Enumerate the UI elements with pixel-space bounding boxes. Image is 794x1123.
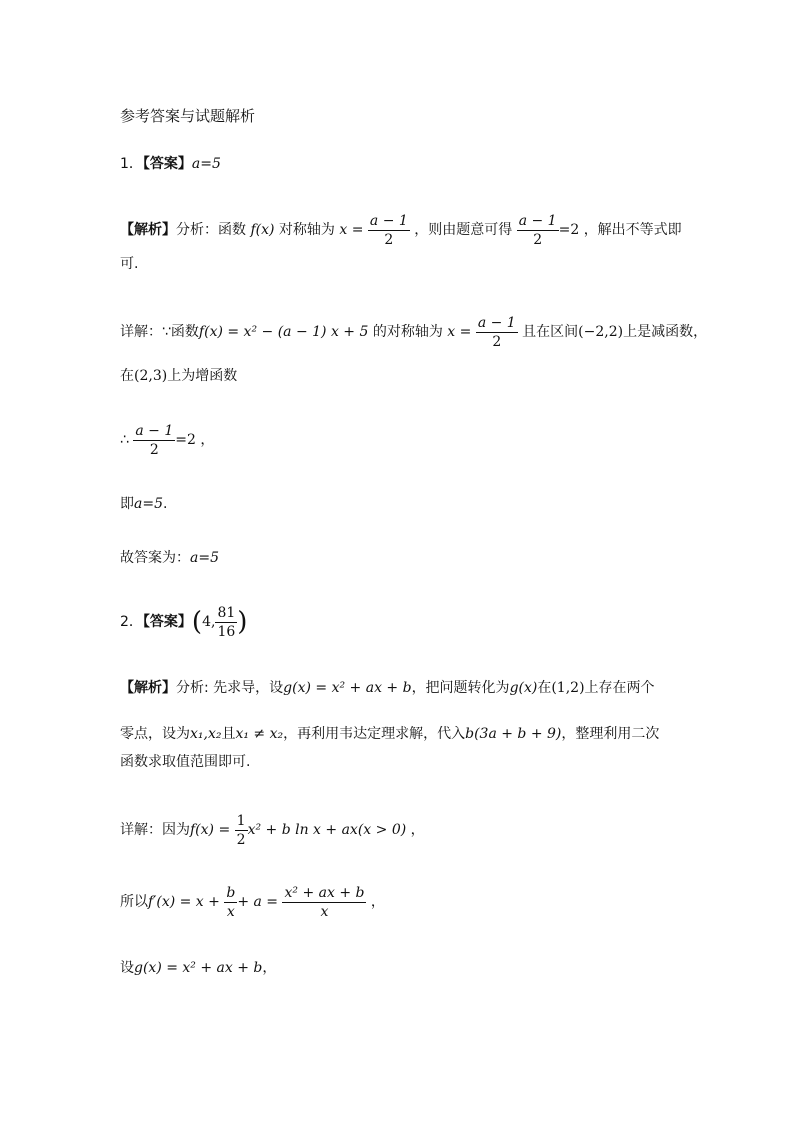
fraction-numerator: 81 xyxy=(217,604,236,621)
fraction-numerator: x² + ax + b xyxy=(284,884,365,901)
q1-axis-fraction xyxy=(368,214,410,247)
fraction-numerator: a − 1 xyxy=(135,422,174,439)
q1-answer-tag: 【答案】 xyxy=(142,156,192,172)
q2-detail-tail: ， xyxy=(410,822,425,838)
q1-detail-line-2 xyxy=(120,366,237,386)
fraction-denominator: 2 xyxy=(149,441,159,458)
q2-analysis-line-2 xyxy=(120,724,659,744)
left-paren-icon: ( xyxy=(191,607,203,637)
fraction-numerator: a − 1 xyxy=(369,212,408,229)
fraction-numerator: 1 xyxy=(236,812,246,829)
q1-axis-lhs: x = xyxy=(339,222,364,238)
q2-analysis-text-4: 上存在两个 xyxy=(584,680,655,696)
q1-therefore-fraction xyxy=(133,424,175,457)
q2-analysis-text-2: ，把问题转化为 xyxy=(411,680,510,696)
q2-analysis-g: g(x) xyxy=(509,680,538,696)
q1-answer-line xyxy=(120,154,221,174)
q2-set-tail: ， xyxy=(262,960,277,976)
q2-analysis-gx: g(x) = x² + ax + b xyxy=(283,680,412,696)
q1-analysis-text-4: ，解出不等式即 xyxy=(583,222,682,238)
q1-so-line xyxy=(120,494,167,514)
fraction-denominator: 2 xyxy=(236,831,246,848)
q1-detail-text-1: 详解：∵函数 xyxy=(120,324,199,340)
q2-line2-neq: x₁ ≠ x₂ xyxy=(235,726,284,742)
q1-final-val: a=5 xyxy=(190,550,219,566)
q1-answer: a=5 xyxy=(191,156,221,172)
q2-deriv-fraction xyxy=(282,886,366,919)
fraction-denominator: 2 xyxy=(533,231,543,248)
q1-therefore-rhs: =2 xyxy=(175,432,196,448)
fraction-denominator: 2 xyxy=(492,333,502,350)
q2-half-fraction xyxy=(235,814,248,847)
q1-detail-text-5: 在 xyxy=(120,368,134,384)
q2-deriv-mid: + a = xyxy=(237,894,279,910)
q2-line2-x: x₁,x₂ xyxy=(190,726,222,742)
fraction-denominator: x xyxy=(320,903,329,920)
q2-answer-line xyxy=(120,600,247,644)
q1-detail-interval-1: (−2,2) xyxy=(578,324,624,340)
therefore-symbol: ∴ xyxy=(120,432,129,448)
q2-set-text: 设 xyxy=(120,960,134,976)
fraction-numerator: a − 1 xyxy=(518,212,557,229)
q1-so-tail: . xyxy=(162,496,168,512)
q1-final-text: 故答案为： xyxy=(120,550,190,566)
q1-eq-fraction xyxy=(517,214,559,247)
q1-therefore-tail: ， xyxy=(200,432,215,448)
q1-analysis-text-1: 分析：函数 xyxy=(176,222,246,238)
q2-answer-fraction xyxy=(215,606,237,639)
q1-detail-fraction xyxy=(476,316,518,349)
q1-so-text: 即 xyxy=(120,496,134,512)
q1-detail-fx: f(x) = x² − (a − 1) x + 5 xyxy=(198,324,369,340)
q2-set-line xyxy=(120,958,276,978)
q1-analysis-text-2: 对称轴为 xyxy=(278,222,335,238)
q1-analysis-fx: f(x) xyxy=(250,222,275,238)
q2-line2-text-1: 零点，设为 xyxy=(120,726,190,742)
q2-detail-text-1: 详解：因为 xyxy=(120,822,190,838)
q2-deriv-tail: ， xyxy=(370,894,385,910)
q2-answer-tag: 【答案】 xyxy=(142,614,192,630)
fraction-numerator: b xyxy=(226,884,236,901)
q1-detail-text-2: 的对称轴为 xyxy=(372,324,443,340)
q2-analysis-interval: (1,2) xyxy=(551,680,585,696)
q1-detail-axis-lhs: x = xyxy=(447,324,472,340)
q1-detail-text-3: 且在区间 xyxy=(522,324,579,340)
fraction-denominator: x xyxy=(226,903,235,920)
q1-final-line xyxy=(120,548,219,568)
q1-analysis-tag: 【解析】 xyxy=(120,222,176,238)
q1-number: 1． xyxy=(120,156,143,172)
fraction-denominator: 2 xyxy=(384,231,394,248)
q1-detail-interval-2: (2,3) xyxy=(134,368,168,384)
q1-detail-line xyxy=(120,310,707,354)
q2-detail-fx-rhs: x² + b ln x + ax(x > 0) xyxy=(247,822,407,838)
q2-analysis-tag: 【解析】 xyxy=(120,680,176,696)
q2-set-gx: g(x) = x² + ax + b xyxy=(134,960,263,976)
right-paren-icon: ) xyxy=(237,607,248,637)
q2-analysis-text-1: 分析: 先求导，设 xyxy=(176,680,284,696)
q2-line2-text-2: 且 xyxy=(221,726,236,742)
q1-therefore-line xyxy=(120,418,214,462)
q2-answer-a: 4, xyxy=(202,614,216,630)
page-title: 参考答案与试题解析 xyxy=(120,107,256,125)
q1-so-val: a=5 xyxy=(134,496,163,512)
q1-detail-text-4: 上是减函数， xyxy=(623,324,708,340)
q2-line2-text-3: ，再利用韦达定理求解，代入 xyxy=(283,726,466,742)
q2-analysis-line-3: 函数求取值范围即可. xyxy=(120,754,251,770)
q2-deriv-b-fraction xyxy=(224,886,237,919)
q2-analysis-text-3: 在 xyxy=(537,680,552,696)
q2-deriv-text: 所以 xyxy=(120,894,148,910)
q2-detail-line xyxy=(120,808,425,852)
fraction-numerator: a − 1 xyxy=(477,314,516,331)
q1-analysis-text-3: ，则由题意可得 xyxy=(414,222,513,238)
q2-analysis-line xyxy=(120,678,655,698)
q2-line2-expr: b(3a + b + 9) xyxy=(465,726,562,742)
q1-analysis-line xyxy=(120,208,682,252)
q1-eq-rhs: =2 xyxy=(558,222,580,238)
q2-detail-fx-lhs: f(x) = xyxy=(190,822,231,838)
q1-detail-text-6: 上为增函数 xyxy=(167,368,238,384)
q2-deriv-line xyxy=(120,880,385,924)
fraction-denominator: 16 xyxy=(217,623,236,640)
q2-deriv-lhs: f′(x) = x + xyxy=(148,894,220,910)
q2-number: 2． xyxy=(120,614,143,630)
q2-line2-text-4: ，整理利用二次 xyxy=(561,726,660,742)
q1-analysis-cont: 可. xyxy=(120,256,139,272)
